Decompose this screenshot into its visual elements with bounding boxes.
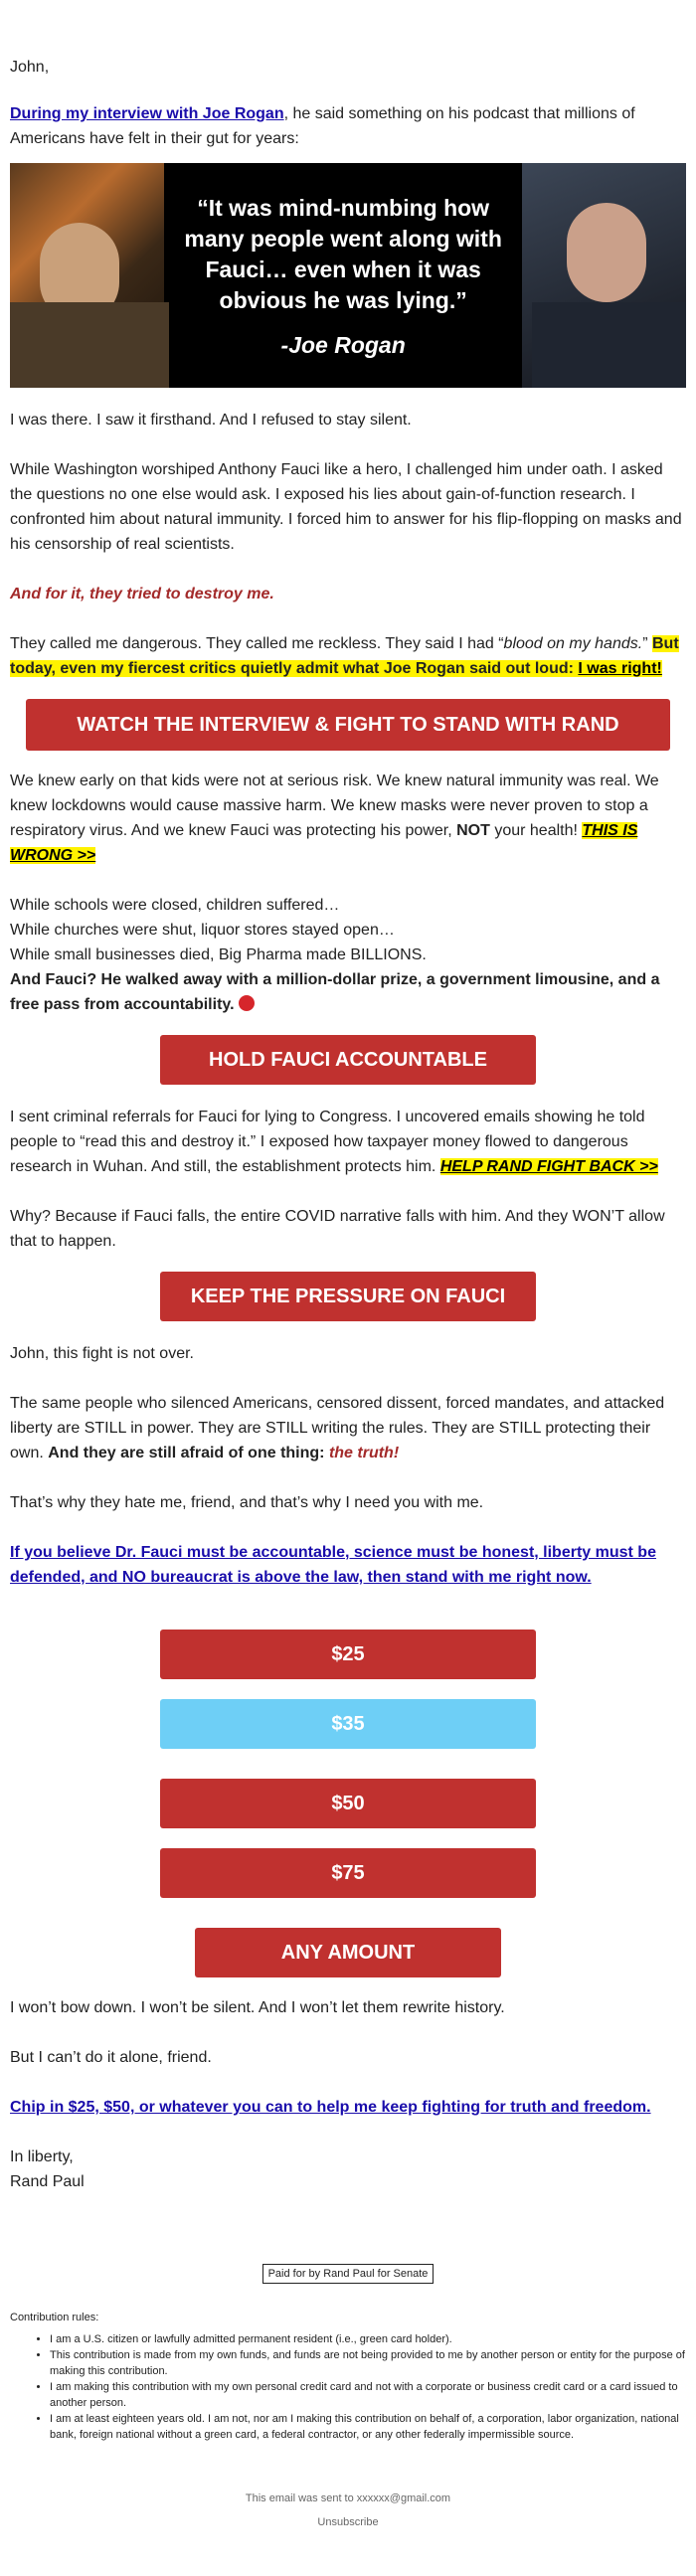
unsubscribe-link[interactable]: Unsubscribe xyxy=(317,2516,379,2528)
paragraph-washington: While Washington worshiped Anthony Fauci like a hero, I challenged him under oath. I asked the questions no one else would ask. I exposed his lies about gain-of-function research. I confronted him about natural immunity. I forced him to answer for his flip-flopping on masks and his censorship of real scientists. xyxy=(10,461,682,553)
same-people-truth: the truth! xyxy=(328,1445,400,1461)
donate-35-button[interactable]: $35 xyxy=(160,1699,536,1749)
signature: Rand Paul xyxy=(10,2173,85,2190)
paid-for-wrapper xyxy=(10,2264,686,2284)
rule-item: • This contribution is made from my own funds, and funds are not being provided to me by another person or entity for the purpose of making this contribution. xyxy=(50,2347,686,2379)
help-rand-fight-back-link[interactable]: HELP RAND FIGHT BACK >> xyxy=(439,1158,658,1175)
paragraph-chip-in xyxy=(10,2095,686,2120)
hero-quote: “It was mind-numbing how many people went along with Fauci… even when it was obvious he was lying.” xyxy=(184,194,502,313)
watch-interview-button[interactable]: WATCH THE INTERVIEW & FIGHT TO STAND WITH RAND xyxy=(26,699,670,751)
paragraph-why: Why? Because if Fauci falls, the entire COVID narrative falls with him. And they WON’T allow that to happen. xyxy=(10,1208,665,1250)
closures-line-1: While schools were closed, children suffered… xyxy=(10,897,340,914)
same-people-text: The same people who silenced Americans, censored dissent, forced mandates, and attacked liberty are STILL in power. They are STILL writing the rules. They are STILL protecting their own. xyxy=(10,1395,665,1461)
paragraph-knew xyxy=(10,769,686,868)
dangerous-text: They called me dangerous. They called me reckless. They said I had “ xyxy=(10,635,504,652)
closures-list xyxy=(10,893,686,1017)
paragraph-there: I was there. I saw it firsthand. And I refused to stay silent. xyxy=(10,412,412,429)
closures-line-3: While small businesses died, Big Pharma made BILLIONS. xyxy=(10,946,427,963)
paragraph-dangerous xyxy=(10,631,686,681)
donate-25-button[interactable]: $25 xyxy=(160,1630,536,1679)
paragraph-destroy: And for it, they tried to destroy me. xyxy=(10,586,274,602)
joe-rogan-photo xyxy=(10,163,164,388)
rules-title: Contribution rules: xyxy=(10,2312,99,2323)
paid-for-disclaimer: Paid for by Rand Paul for Senate xyxy=(262,2264,435,2284)
paragraph-alone: But I can’t do it alone, friend. xyxy=(10,2049,212,2066)
intro-paragraph xyxy=(10,101,686,151)
chip-in-link[interactable]: Chip in $25, $50, or whatever you can to help me keep fighting for truth and freedom. xyxy=(10,2099,651,2116)
rand-paul-photo xyxy=(522,163,686,388)
hold-fauci-accountable-button[interactable]: HOLD FAUCI ACCOUNTABLE xyxy=(160,1035,536,1085)
rogan-interview-link[interactable]: During my interview with Joe Rogan xyxy=(10,105,284,122)
paragraph-fight: John, this fight is not over. xyxy=(10,1345,194,1362)
knew-not: NOT xyxy=(456,822,490,839)
paragraph-believe xyxy=(10,1540,686,1590)
knew-after: your health! xyxy=(489,822,583,839)
donate-50-button[interactable]: $50 xyxy=(160,1779,536,1828)
hero-attribution: -Joe Rogan xyxy=(280,331,406,358)
rule-item: • I am at least eighteen years old. I am not, nor am I making this contribution on behalf of, a corporation, labor organization, national bank, foreign national without a green card, a federal contractor, or any other federally impermissible source. xyxy=(50,2411,686,2443)
red-circle-icon xyxy=(239,995,255,1011)
paragraph-bow: I won’t bow down. I won’t be silent. And I won’t let them rewrite history. xyxy=(10,1999,505,2016)
closures-line-2: While churches were shut, liquor stores stayed open… xyxy=(10,922,395,939)
donation-amounts xyxy=(10,1630,686,1977)
closures-line-4-text: And Fauci? He walked away with a million-dollar prize, a government limousine, and a free pass from accountability. xyxy=(10,971,660,1013)
referrals-text: I sent criminal referrals for Fauci for lying to Congress. I uncovered emails showing he told people to “read this and destroy it.” I exposed how taxpayer money flowed to dangerous research in Wuhan. And still, the establishment protects him. xyxy=(10,1109,645,1175)
signoff: In liberty, xyxy=(10,2148,74,2165)
rules-list xyxy=(10,2331,686,2443)
closures-line-4 xyxy=(10,967,686,1017)
intro-rest: , he said something on his podcast that millions of Americans have felt in their gut for years: xyxy=(10,105,635,147)
hero-quote-image[interactable] xyxy=(10,163,686,388)
i-was-right-link[interactable]: I was right! xyxy=(578,660,662,677)
believe-link[interactable]: If you believe Dr. Fauci must be accountable, science must be honest, liberty must be defended, and NO bureaucrat is above the law, then stand with me right now. xyxy=(10,1544,656,1586)
rule-item: • I am making this contribution with my own personal credit card and not with a corporate or business credit card or a card issued to another person. xyxy=(50,2379,686,2411)
paragraph-hate: That’s why they hate me, friend, and that’s why I need you with me. xyxy=(10,1494,484,1511)
same-people-bold: And they are still afraid of one thing: xyxy=(48,1445,329,1461)
keep-pressure-button[interactable]: KEEP THE PRESSURE ON FAUCI xyxy=(160,1272,536,1321)
contribution-rules xyxy=(10,2310,686,2443)
rule-item: • I am a U.S. citizen or lawfully admitted permanent resident (i.e., green card holder). xyxy=(50,2331,686,2347)
dangerous-quote-close: ” xyxy=(642,635,652,652)
donate-any-amount-button[interactable]: ANY AMOUNT xyxy=(195,1928,501,1977)
knew-text: We knew early on that kids were not at serious risk. We knew natural immunity was real. We knew lockdowns would cause massive harm. We knew masks were never proven to stop a respiratory virus. And we knew Fauci was protecting his power, xyxy=(10,773,659,839)
sent-to-notice: This email was sent to xxxxxx@gmail.com xyxy=(245,2492,451,2504)
hero-quote-panel xyxy=(164,163,522,388)
dangerous-italic: blood on my hands. xyxy=(503,635,643,652)
this-is-wrong-link[interactable]: THIS IS WRONG >> xyxy=(10,822,638,864)
paragraph-same-people xyxy=(10,1391,686,1465)
dangerous-highlight: But today, even my fiercest critics quietly admit what Joe Rogan said out loud: xyxy=(10,635,679,677)
donate-75-button[interactable]: $75 xyxy=(160,1848,536,1898)
greeting: John, xyxy=(10,59,50,76)
paragraph-referrals xyxy=(10,1105,686,1179)
